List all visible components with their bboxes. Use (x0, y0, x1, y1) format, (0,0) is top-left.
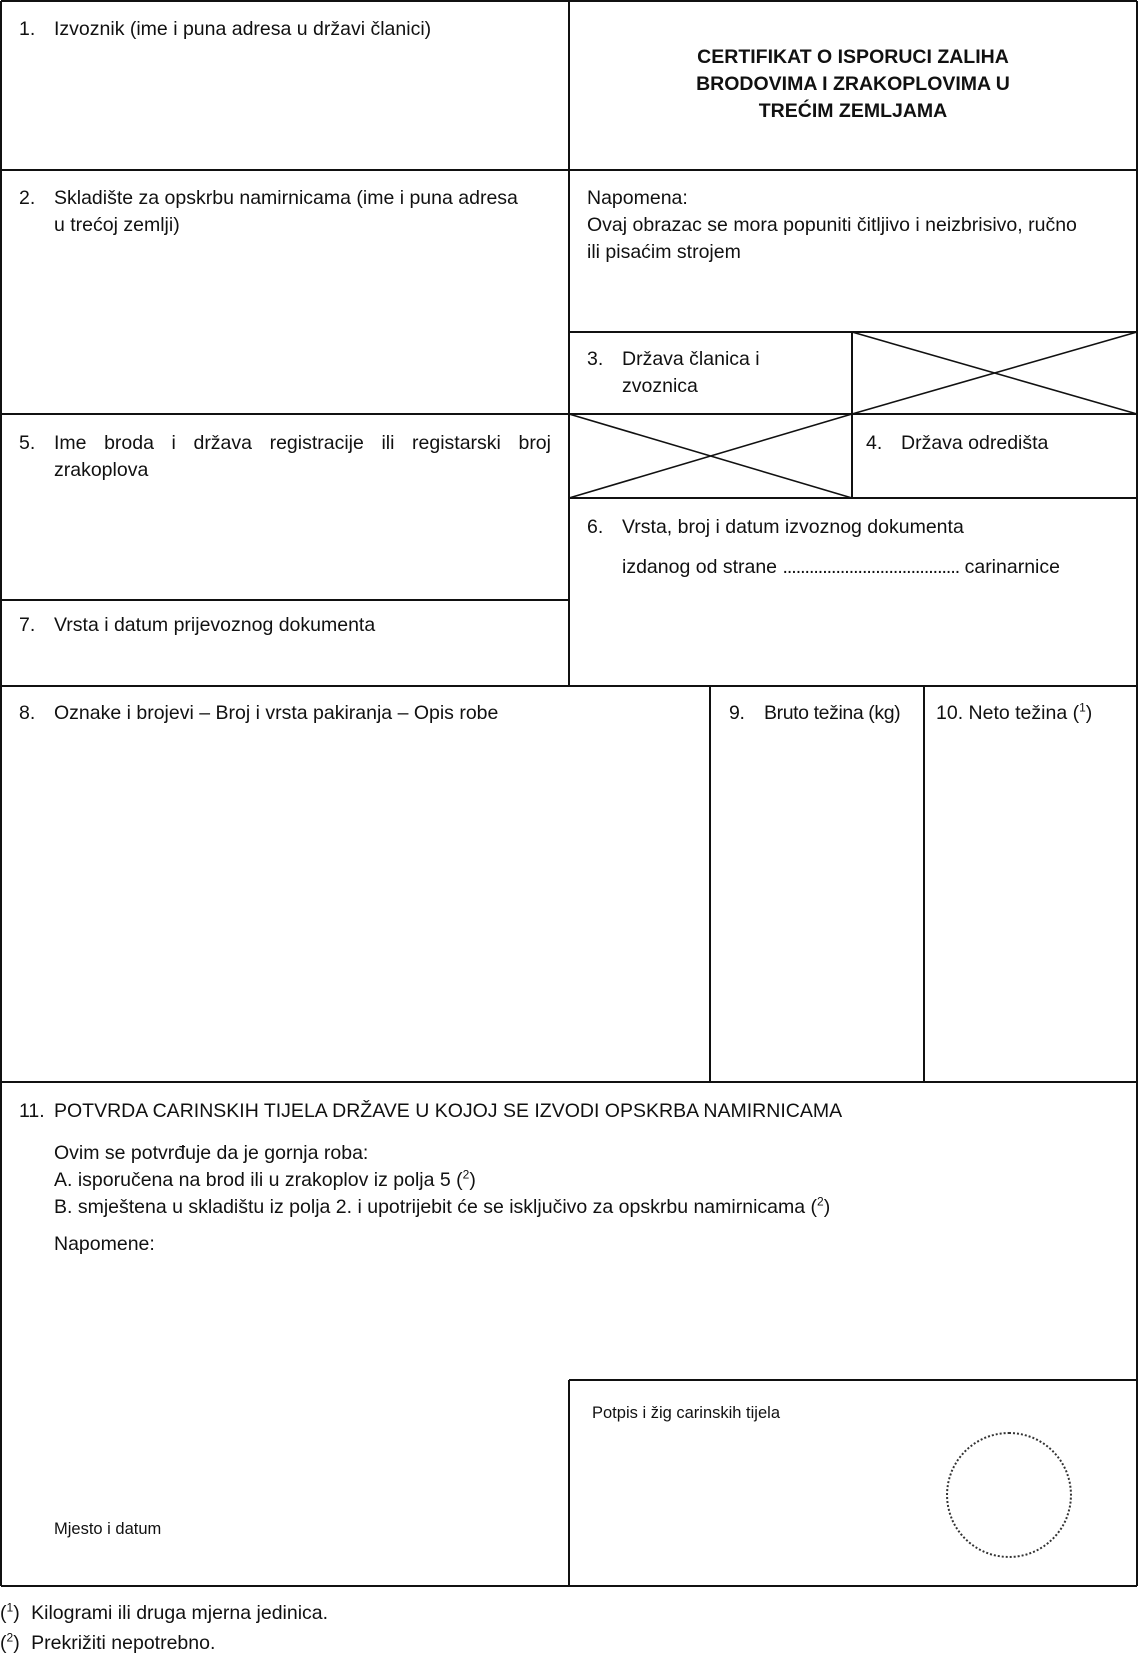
paren: ) (13, 1602, 20, 1624)
certification-text (54, 1140, 830, 1258)
field-number: 2. (19, 187, 36, 209)
field-label-cont: zrakoplova (54, 459, 149, 481)
field-number: 11. (19, 1100, 45, 1122)
title-line-3: TREĆIM ZEMLJAMA (758, 100, 948, 122)
field-number: 7. (19, 614, 36, 636)
field-number: 1. (19, 18, 36, 40)
footnote-ref: 2 (462, 1167, 470, 1182)
option-a-text: A. isporučena na brod ili u zrakoplov iz polja 5 ( (54, 1169, 463, 1191)
form-title (569, 44, 1137, 125)
field-number: 10. (936, 702, 964, 724)
field-supply-warehouse[interactable] (19, 185, 518, 239)
signature-stamp-label[interactable]: Potpis i žig carinskih tijela (592, 1404, 780, 1422)
field-heading: POTVRDA CARINSKIH TIJELA DRŽAVE U KOJOJ SE IZVODI OPSKRBA NAMIRNICAMA (54, 1100, 843, 1122)
field-exporter[interactable] (19, 16, 431, 43)
form-note (587, 185, 1077, 266)
footnote-1 (0, 1598, 328, 1628)
field-label: Ime broda i država registracije ili registarski broj (54, 432, 551, 454)
field-number: 9. (729, 702, 745, 724)
field-number: 6. (587, 516, 604, 538)
field-number: 3. (587, 348, 604, 370)
certification-intro: Ovim se potvrđuje da je gornja roba: (54, 1142, 369, 1164)
field-label: Vrsta, broj i datum izvoznog dokumenta (622, 516, 964, 538)
option-b-text: B. smještena u skladištu iz polja 2. i upotrijebit će se isključivo za opskrbu namirnicama ( (54, 1196, 817, 1218)
footnote-number: 1 (6, 1600, 14, 1615)
field-number: 4. (866, 432, 883, 454)
note-line-1: Ovaj obrazac se mora popuniti čitljivo i neizbrisivo, ručno (587, 214, 1077, 236)
field-label: Država odredišta (901, 432, 1049, 454)
option-b (54, 1194, 830, 1221)
field-destination-country[interactable] (866, 430, 1048, 457)
paren: ( (0, 1602, 7, 1624)
option-b-end: ) (823, 1196, 831, 1218)
field-gross-weight[interactable] (729, 700, 900, 727)
paren: ) (13, 1632, 20, 1654)
field-label-cont: izdanog od strane (622, 556, 778, 578)
field-label: Neto težina ( (968, 702, 1080, 724)
footnote-text: Kilogrami ili druga mjerna jedinica. (31, 1602, 329, 1624)
field-member-state[interactable] (587, 346, 760, 400)
note-heading: Napomena: (587, 187, 688, 209)
field-number: 5. (19, 432, 36, 454)
field-label-end: ) (1085, 702, 1093, 724)
option-a-end: ) (469, 1169, 476, 1191)
field-net-weight[interactable] (936, 700, 1092, 727)
field-label-end: carinarnice (964, 556, 1060, 578)
paren: ( (0, 1632, 7, 1654)
field-label: Izvoznik (ime i puna adresa u državi članici) (54, 18, 432, 40)
title-line-1: CERTIFIKAT O ISPORUCI ZALIHA (697, 46, 1009, 68)
field-label: Oznake i brojevi – Broj i vrsta pakiranja – Opis robe (54, 702, 499, 724)
dotted-blank: ........................................ (782, 556, 960, 578)
place-date-label[interactable]: Mjesto i datum (54, 1520, 162, 1538)
title-line-2: BRODOVIMA I ZRAKOPLOVIMA U (696, 73, 1010, 95)
footnote-text: Prekrižiti nepotrebno. (31, 1632, 216, 1654)
notes-label: Napomene: (54, 1233, 155, 1255)
footnotes (0, 1598, 328, 1658)
option-a (54, 1167, 830, 1194)
field-label: Bruto težina (kg) (764, 702, 901, 724)
field-vessel-name[interactable] (19, 430, 551, 484)
field-label: Država članica i (622, 348, 760, 370)
field-customs-certification (19, 1098, 842, 1125)
field-number: 8. (19, 702, 36, 724)
field-label: Vrsta i datum prijevoznog dokumenta (54, 614, 376, 636)
footnote-ref: 2 (817, 1194, 824, 1209)
stamp-circle (946, 1432, 1072, 1558)
footnote-number: 2 (6, 1630, 14, 1645)
field-label-cont: zvoznica (622, 375, 698, 397)
field-label-cont: u trećoj zemlji) (54, 214, 180, 236)
note-line-2: ili pisaćim strojem (587, 241, 741, 263)
field-transport-document[interactable] (19, 612, 375, 639)
field-goods-description[interactable] (19, 700, 498, 727)
footnote-ref: 1 (1079, 700, 1086, 715)
field-export-document[interactable] (587, 514, 1119, 581)
field-label: Skladište za opskrbu namirnicama (ime i puna adresa (54, 187, 518, 209)
